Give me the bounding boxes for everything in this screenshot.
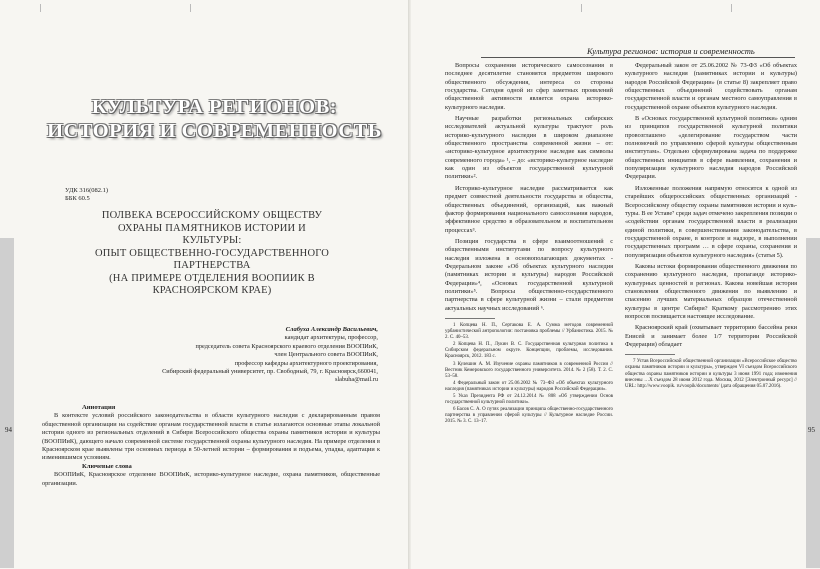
article-title-line: ОХРАНЫ ПАМЯТНИКОВ ИСТОРИИ И — [118, 222, 306, 234]
footnote: 5 Указ Президента РФ от 24.12.2014 № 808 «Об утверждении Основ государственной культурной политики». — [445, 394, 613, 406]
crop-mark — [40, 4, 41, 12]
author-affiliation-line: кандидат архитектуры, профессор, — [284, 334, 378, 342]
body-paragraph: В «Основах государственной культурной политики» одним из принципов государственной культурной политики провозглашено «делегирование государством части полномочий по управлению сферой культуры общественным институтам». Отдельно сформулирована задача по поддержке общественных инициатив в сфере выявления, сохранения и популяризации культурного наследия народов Российской Федерации. — [625, 115, 797, 181]
keywords-heading: Ключевые слова — [82, 462, 132, 470]
crop-mark — [731, 4, 732, 12]
footnote: 4 Федеральный закон от 25.06.2002 № 73–ФЗ «Об объектах культурного наследия (памятниках истории и культуры) народов Российской Федерации». — [445, 380, 613, 392]
journal-title — [42, 95, 387, 143]
body-paragraph: Каковы истоки формирования общественного движения по сохранению культурного наследия, пропаганде историко-культурных ценностей в регионах. Какова новейшая история становления общественного движения по выявлению и спасению лучших материальных образцов отечественной культуры в центре Сибири? Краткому рассмотрению этих вопросов посвящается настоящее исследование. — [625, 262, 797, 320]
text-column-2 — [625, 62, 797, 391]
running-head: Культура регионов: история и современность — [587, 46, 755, 56]
right-page — [411, 0, 820, 569]
body-paragraph: Вопросы сохранения исторического самосознания в последнее десятилетие становятся предметом широкого общественного обсуждения, интереса со стороны государства. Сегодня одной из сфер заметных проявлений общественной активности является охрана историко-культурного наследия. — [445, 62, 613, 111]
author-email[interactable]: slabuha@mail.ru — [334, 376, 378, 384]
journal-title-line-1: КУЛЬТУРА РЕГИОНОВ: — [91, 96, 338, 118]
article-title-line: КУЛЬТУРЫ: — [182, 235, 242, 246]
page-number-left: 94 — [5, 426, 12, 434]
footnote: 1 Копцева Н. П., Сертакова Е. А. Сумма методов современной урбанистической антропологии: постановка проблемы // Урбанистика. 2015. № 2. С. 40–53. — [445, 322, 613, 341]
keywords-text: ВООПИиК, Красноярское отделение ВООПИиК, историко-культурное наследие, охрана памятников, общественные организации. — [42, 471, 380, 487]
left-edge-band — [0, 238, 14, 568]
footnote: 2 Копцева Н. П., Лукин В. С. Государственная культурная политика в Сибирском федеральном округе. Концепции, проблемы, исследования. Красноярск, 2012. 183 с. — [445, 342, 613, 360]
text-column-1 — [445, 62, 613, 426]
body-paragraph: Позиция государства в сфере взаимоотношений с общественными институтами по вопросу культурного наследия изложена в основополагающих документах - Федеральном законе «Об объектах культурного наследия (памятниках истории и культуры) народов Российской Федерации»⁴, «Основах государственной культурной политики»⁵. Вопросы общественно-государственного партнерства в сфере культурной жизни – стали предметом актуальных научных исследований ⁶. — [445, 237, 613, 312]
article-title-line: ПАРТНЕРСТВА — [173, 260, 251, 271]
article-title-line: ПОЛВЕКА ВСЕРОССИЙСКОМУ ОБЩЕСТВУ — [101, 210, 323, 221]
footnote: 3 Кулешин А. М. Изучение охраны памятников в современной России // Вестник Кемеровского государственного университета. 2014. № 2 (58). Т. 2. С. 53–58. — [445, 361, 613, 379]
annotation-heading: Аннотация — [82, 404, 116, 411]
author-affiliation-line: председатель совета Красноярского краевого отделения ВООПИиК, — [195, 342, 378, 350]
author-affiliation-line: член Центрального совета ВООПИиК, — [274, 351, 378, 359]
body-paragraph: Красноярский край (охватывает территорию бассейна реки Енисей и занимает более 1/7 территории Российской Федерации) обладает — [625, 324, 797, 348]
footnote-rule — [625, 354, 675, 355]
author-block — [60, 326, 378, 385]
body-paragraph: Научные разработки региональных сибирских исследователей актуальной культуры трактуют роль историко-культурного наследия в широком диапазоне общественного пространства современной жизни – от: «историко-культурное архитектурное наследие как символы современного города» ¹, – до: «историко-культурное наследие как один из объектов государственной культурной политики»². — [445, 115, 613, 181]
footnote: 6 Басов С. А. О путях реализации принципа общественно-государственного партнерства в управлении сферой культуры // Культурное наследие России. 2015. № 3. С. 13–17. — [445, 407, 613, 425]
annotation-section — [42, 404, 380, 488]
article-title-line: КРАСНОЯРСКОМ КРАЕ) — [152, 285, 272, 296]
crop-mark — [581, 4, 582, 12]
body-paragraph: Изложенные положения напрямую относятся к одной из старейших общероссийских общественных организаций - Всероссийскому обществу охраны памятников истории и культуры. В ее Уставе⁷ среди задач отмечено закрепления позиции о «содействии органам государственной власти в реализации единой политики, в совершенствовании законодательства, в государственной охране, в контроле и надзоре, в выполнении государственных программ … в сфере охраны, сохранения и популяризации объектов культурного наследия» (статья 5). — [625, 184, 797, 259]
journal-title-line-2: ИСТОРИЯ И СОВРЕМЕННОСТЬ — [47, 120, 382, 142]
page-number-right: 95 — [808, 426, 815, 434]
crop-mark — [190, 4, 191, 12]
body-paragraph: Историко-культурное наследие рассматривается как предмет совместной деятельности государства и общества, общественных объединений, организаций, как важный фактор формирования национального самосознания народов, эффективное средство в образовательном и воспитательном процессах³. — [445, 184, 613, 234]
article-title-line: ОПЫТ ОБЩЕСТВЕННО-ГОСУДАРСТВЕННОГО — [94, 247, 330, 259]
body-paragraph: Федеральный закон от 25.06.2002 № 73-ФЗ «Об объектах культурного наследия (памятниках истории и культуры) народов Российской Федерации» (в статье 8) закрепляет право общественных объединений содействовать органам государственной власти и органам местного самоуправления в государственной охране объектов культурного наследия. — [625, 62, 797, 111]
author-affiliation-line: Сибирский федеральный университет, пр. Свободный, 79, г. Красноярск,660041, — [162, 368, 378, 376]
annotation-text: В контексте условий российского законодательства в области культурного наследия с декларированным правом общественной организации на содействие органам государственной власти в статье излагаются основные этапы локальной истории одного из региональных отделений в Сибири Всероссийского общества охраны памятников истории и культуры (ВООПИиК), дающего начало современной системе государственной охраны культурного наследия. На примере отделения в Красноярском крае выявлены три основных периода в 50-летней истории – формирования и подъема, упадка, адаптации к изменившимся условиям. — [42, 412, 380, 462]
header-rule — [481, 57, 795, 58]
udk-code: УДК 316(082.1) — [65, 187, 109, 194]
bbk-code: ББК 60.5 — [65, 195, 90, 202]
article-title-line: (НА ПРИМЕРЕ ОТДЕЛЕНИЯ ВООПИИК В — [109, 272, 315, 284]
right-edge-band — [806, 238, 820, 568]
author-affiliation-line: профессор кафедры архитектурного проектирования, — [234, 359, 378, 367]
classification-codes — [65, 187, 108, 203]
article-title — [52, 210, 372, 298]
footnote: 7 Устав Всероссийской общественной организации «Всероссийское общество охраны памятников истории и культуры», утвержден VI съездом Всероссийского общества охраны памятников истории и культуры 3 июня 1991 года; изменения внесены …X съездом 28 июня 2012 года. Москва, 2012 [Электронный ресурс] // URL: http://www.voopik. ru/voopik/documents/ (дата обращения 05.07.2016). — [625, 359, 797, 389]
footnote-rule — [445, 318, 495, 319]
author-name: Слабуха Александр Васильевич, — [285, 326, 378, 333]
